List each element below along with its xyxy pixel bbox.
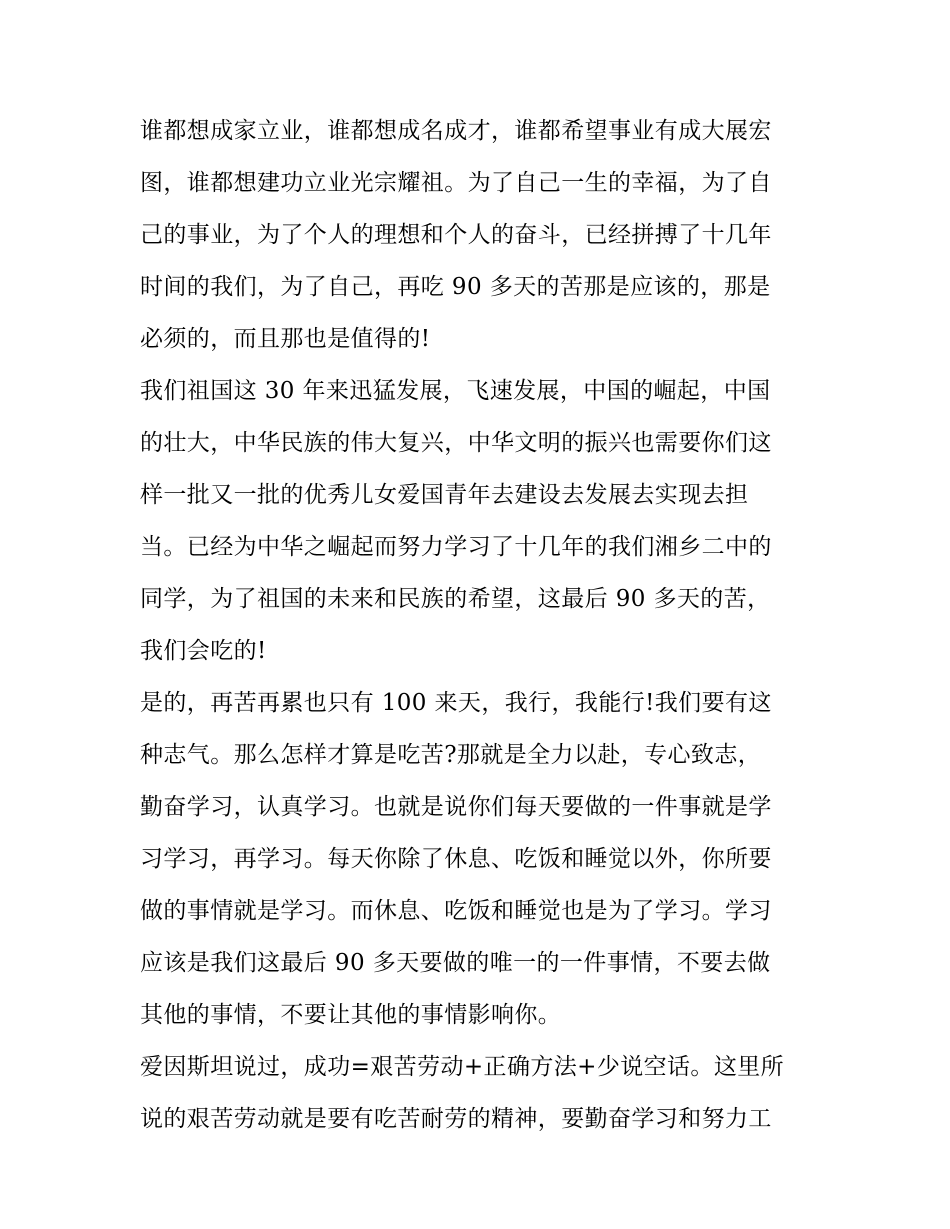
text-line: 谁都想成家立业，谁都想成名成才，谁都希望事业有成大展宏 xyxy=(140,118,772,144)
text-line: 我们会吃的! xyxy=(140,638,267,664)
text-line: 时间的我们，为了自己，再吃 90 多天的苦那是应该的，那是 xyxy=(140,274,771,300)
text-line: 勤奋学习，认真学习。也就是说你们每天要做的一件事就是学 xyxy=(140,794,772,820)
text-line: 其他的事情，不要让其他的事情影响你。 xyxy=(140,1002,562,1028)
text-line: 同学，为了祖国的未来和民族的希望，这最后 90 多天的苦， xyxy=(140,586,771,612)
text-line: 是的，再苦再累也只有 100 来天，我行，我能行!我们要有这 xyxy=(140,690,772,716)
text-line: 爱因斯坦说过，成功=艰苦劳动+正确方法+少说空话。这里所 xyxy=(140,1054,785,1080)
text-line: 习学习，再学习。每天你除了休息、吃饭和睡觉以外，你所要 xyxy=(140,846,772,872)
text-line: 说的艰苦劳动就是要有吃苦耐劳的精神，要勤奋学习和努力工 xyxy=(140,1106,772,1132)
text-line: 种志气。那么怎样才算是吃苦?那就是全力以赴，专心致志， xyxy=(140,742,762,768)
text-line: 我们祖国这 30 年来迅猛发展，飞速发展，中国的崛起，中国 xyxy=(140,378,771,404)
text-line: 图，谁都想建功立业光宗耀祖。为了自己一生的幸福，为了自 xyxy=(140,170,772,196)
text-line: 的壮大，中华民族的伟大复兴，中华文明的振兴也需要你们这 xyxy=(140,430,772,456)
text-line: 做的事情就是学习。而休息、吃饭和睡觉也是为了学习。学习 xyxy=(140,898,772,924)
text-line: 己的事业，为了个人的理想和个人的奋斗，已经拼搏了十几年 xyxy=(140,222,772,248)
document-body xyxy=(140,105,812,1145)
text-line: 必须的，而且那也是值得的! xyxy=(140,326,431,352)
text-line: 应该是我们这最后 90 多天要做的唯一的一件事情，不要去做 xyxy=(140,950,771,976)
text-line: 样一批又一批的优秀儿女爱国青年去建设去发展去实现去担 xyxy=(140,482,749,508)
text-line: 当。已经为中华之崛起而努力学习了十几年的我们湘乡二中的 xyxy=(140,534,772,560)
